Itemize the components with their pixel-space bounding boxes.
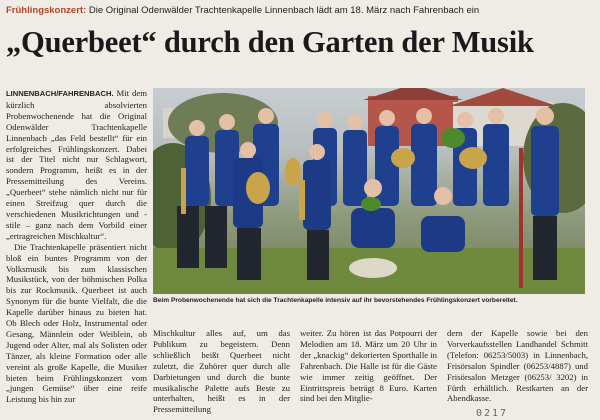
band-photo-illustration [153,88,585,294]
kicker-label: Frühlingskonzert: [6,5,87,16]
dateline: LINNENBACH/FAHRENBACH. [6,89,114,98]
column-3-text: weiter. Zu hören ist das Potpourri der Melodien am 18. März um 20 Uhr in der „knackig“ dekorierten Sporthalle in Fahrenbach. Die Halle ist für die Gäste wie immer zeitig geöffnet. Der Eintrittspreis beträgt 8 Euro. Karten sind bei den Mitglie- [300,328,438,404]
band-photo [153,88,585,294]
article-column-4 [447,328,588,404]
article-column-3 [300,328,437,404]
paragraph-2: Die Trachtenkapelle präsentiert nicht bloß ein buntes Programm von der Volksmusik bis zum klassischen Musikstück, von der böhmischen Polka bis zur Rockmusik. Querbeet ist auch Synonym für die bunte Vielfalt, die die Kapelle darüber hinaus zu bieten hat. Ob Blech oder Holz, Instrumental oder Gesang, Männlein oder Weiblein, ob Jugend oder Alter, mal als Solisten oder Tänzer, als kleine Formation oder alle vereint als große Kapelle, die Musiker bieten beim Frühlingskonzert vom „jungen Gemüse“ über eine reife Leistung bis hin zur [6,241,147,405]
kicker [6,5,594,17]
article-column-2 [153,328,290,415]
paragraph-1-text: Mit dem kürzlich absolvierten Probenwochenende hat die Original Odenwälder Trachtenkapelle Linnenbach „das Feld bestellt“ für ein erfolgreiches Frühlingskonzert. Dabei ist der Titel nicht nur Schlagwort, sondern Programm, heißt es in der Pressemitteilung des Vereins. „Querbeet“ stehe nämlich nicht nur für einen Streifzug quer durch die verschiedenen Musikrichtungen und -stile – ganz nach dem Vorbild einer „ertragreichen Mischkultur“. [6,88,147,241]
column-4-text: dern der Kapelle sowie bei den Vorverkaufsstellen Landhandel Schmitt (Telefon: 06253/5003) in Linnenbach, Frisörsalon Spindler (06253/4887) und Frisörsalon Metzger (06253/ 3202) in Fürth erhältlich. Restkarten an der Abendkasse. [447,328,588,404]
article-column-1 [6,88,147,405]
handwritten-number: 0217 [476,408,509,419]
kicker-text: Die Original Odenwälder Trachtenkapelle Linnenbach lädt am 18. März nach Fahrenbach ein [88,5,480,16]
photo-caption: Beim Probenwochenende hat sich die Trachtenkapelle intensiv auf ihr bevorstehendes Frühlingskonzert vorbereitet. [153,297,518,304]
paragraph-1 [6,88,147,242]
column-2-text: Mischkultur alles auf, um das Publikum zu begeistern. Denn schließlich heißt Querbeet nicht zuletzt, die Zuhörer quer durch alle Darbietungen und durch die bunte musikalische Palette aufs Beste zu unterhalten, heißt es in der Pressemitteilung [153,328,290,415]
headline: „Querbeet“ durch den Garten der Musik [6,25,534,59]
